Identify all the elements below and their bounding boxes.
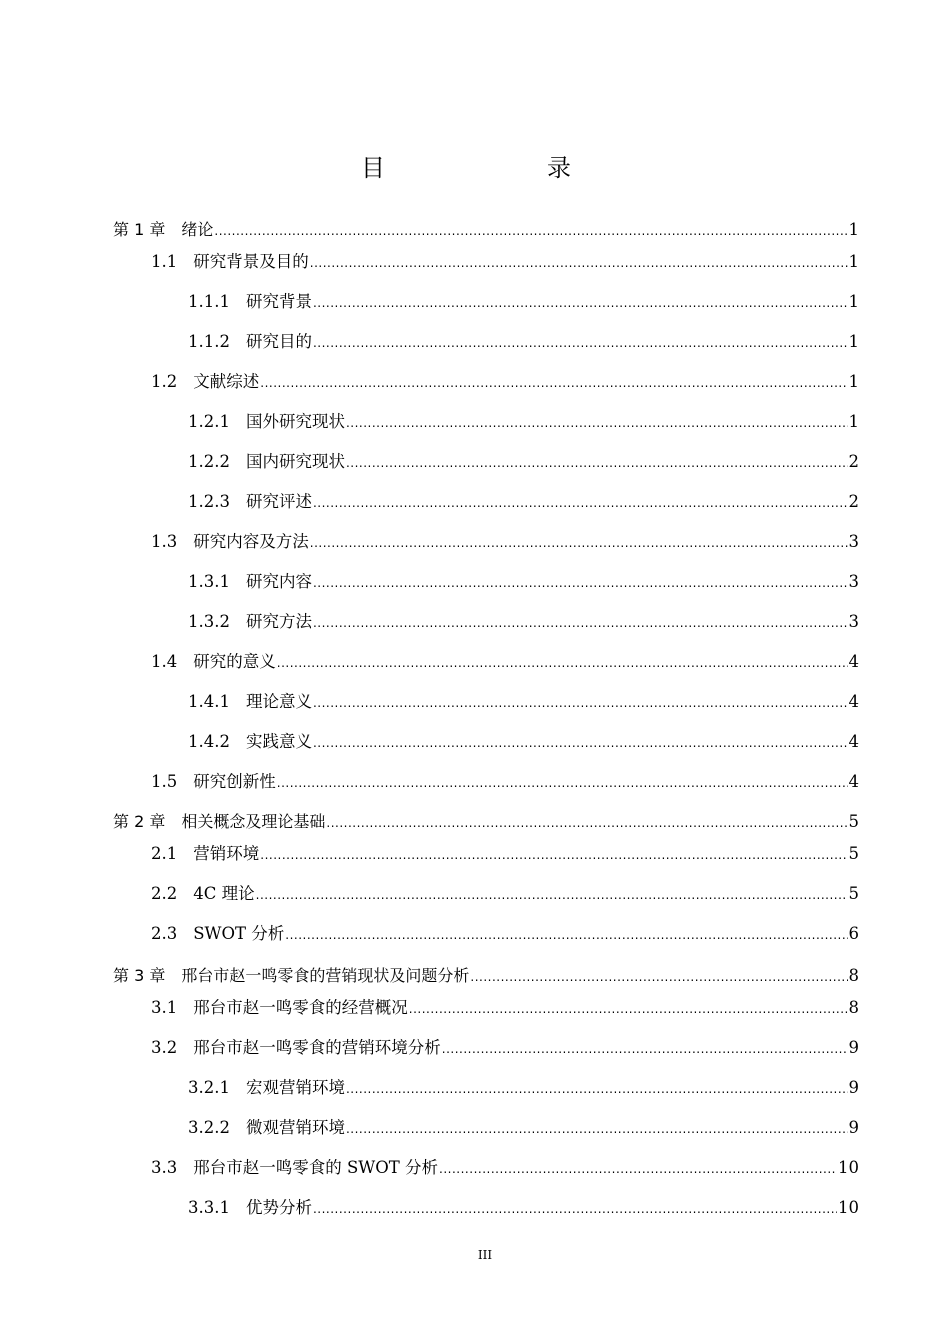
dot-leader <box>277 652 848 674</box>
toc-entry-title: 宏观营销环境 <box>245 1078 345 1097</box>
dot-leader <box>439 1158 837 1180</box>
dot-leader <box>310 252 848 274</box>
toc-entry-page: 4 <box>848 732 859 751</box>
toc-entry-number: 3.2.1 <box>188 1078 230 1097</box>
toc-entry-page: 1 <box>848 292 859 311</box>
toc-entry-title: 邢台市赵一鸣零食的经营概况 <box>193 998 408 1017</box>
toc-entry-page: 5 <box>848 884 859 903</box>
toc-entry-title: 4C 理论 <box>193 884 255 903</box>
toc-entry-page: 9 <box>848 1118 859 1137</box>
toc-entry-title: 研究创新性 <box>193 772 276 791</box>
toc-entry-page: 1 <box>848 332 859 351</box>
toc-entry-number: 3.2 <box>151 1038 178 1057</box>
toc-entry-number: 1.3.2 <box>188 612 230 631</box>
toc-entry-page: 4 <box>848 772 859 791</box>
toc-entry-number: 2.3 <box>151 924 178 943</box>
toc-entry-page: 9 <box>848 1038 859 1057</box>
toc-entry-title: 国外研究现状 <box>245 412 345 431</box>
toc-entry[interactable] <box>151 1037 859 1060</box>
toc-entry-page: 1 <box>848 252 859 271</box>
toc-entry[interactable] <box>151 251 859 274</box>
toc-entry-title: 研究方法 <box>245 612 312 631</box>
toc-entry[interactable] <box>113 219 859 242</box>
toc-entry-title: 微观营销环境 <box>245 1118 345 1137</box>
toc-entry-number: 1.3.1 <box>188 572 230 591</box>
toc-entry-page: 2 <box>848 492 859 511</box>
toc-entry-number: 1.5 <box>151 772 178 791</box>
dot-leader <box>313 732 848 754</box>
toc-entry-title: 营销环境 <box>193 844 260 863</box>
toc-entry-number: 3.3 <box>151 1158 178 1177</box>
toc-entry-number: 3.1 <box>151 998 178 1017</box>
toc-entry[interactable] <box>151 883 859 906</box>
toc-entry-title: 研究目的 <box>245 332 312 351</box>
toc-entry-page: 5 <box>848 812 859 831</box>
toc-entry-page: 1 <box>848 220 859 239</box>
dot-leader <box>409 998 848 1020</box>
toc-entry[interactable] <box>151 997 859 1020</box>
dot-leader <box>326 812 847 834</box>
toc-entry-title: 邢台市赵一鸣零食的营销环境分析 <box>193 1038 441 1057</box>
toc-entry-page: 9 <box>848 1078 859 1097</box>
toc-entry-page: 3 <box>848 612 859 631</box>
toc-entry[interactable] <box>188 731 859 754</box>
toc-entry[interactable] <box>188 571 859 594</box>
toc-entry-number: 1.2.2 <box>188 452 230 471</box>
toc-entry-page: 1 <box>848 372 859 391</box>
dot-leader <box>260 372 847 394</box>
toc-entry-title: 研究内容及方法 <box>193 532 309 551</box>
toc-entry[interactable] <box>151 923 859 946</box>
dot-leader <box>346 1078 848 1100</box>
dot-leader <box>310 532 848 554</box>
dot-leader <box>260 844 847 866</box>
toc-entry-page: 8 <box>848 966 859 985</box>
toc-entry-page: 2 <box>848 452 859 471</box>
toc-entry-number: 1.1 <box>151 252 178 271</box>
toc-entry-title: 邢台市赵一鸣零食的 SWOT 分析 <box>193 1158 439 1177</box>
toc-entry-number: 1.2.3 <box>188 492 230 511</box>
toc-entry-title: 研究背景及目的 <box>193 252 309 271</box>
page-number-footer: III <box>477 1248 493 1262</box>
dot-leader <box>313 572 848 594</box>
toc-entry-page: 10 <box>838 1198 859 1217</box>
dot-leader <box>313 332 848 354</box>
dot-leader <box>442 1038 848 1060</box>
toc-entry-title: 实践意义 <box>245 732 312 751</box>
toc-entry[interactable] <box>151 371 859 394</box>
toc-entry-number: 1.4.2 <box>188 732 230 751</box>
toc-entry[interactable] <box>188 611 859 634</box>
toc-entry-number: 3.2.2 <box>188 1118 230 1137</box>
toc-entry-number: 3.3.1 <box>188 1198 230 1217</box>
dot-leader <box>346 412 848 434</box>
toc-entry-number: 1.2.1 <box>188 412 230 431</box>
toc-entry-page: 10 <box>838 1158 859 1177</box>
toc-entry-number: 1.1.2 <box>188 332 230 351</box>
toc-entry[interactable] <box>188 1197 859 1220</box>
toc-entry[interactable] <box>188 331 859 354</box>
toc-entry-title: 绪论 <box>181 220 214 239</box>
toc-entry-number: 1.3 <box>151 532 178 551</box>
toc-entry-title: 理论意义 <box>245 692 312 711</box>
toc-entry-number: 1.4 <box>151 652 178 671</box>
toc-entry[interactable] <box>151 1157 859 1180</box>
toc-entry-page: 4 <box>848 652 859 671</box>
toc-entry-number: 1.2 <box>151 372 178 391</box>
toc-entry-page: 4 <box>848 692 859 711</box>
toc-entry[interactable] <box>188 1077 859 1100</box>
dot-leader <box>313 492 848 514</box>
toc-entry-page: 5 <box>848 844 859 863</box>
toc-entry[interactable] <box>188 411 859 434</box>
toc-entry-title: 国内研究现状 <box>245 452 345 471</box>
dot-leader <box>313 1198 837 1220</box>
toc-entry-number: 1.4.1 <box>188 692 230 711</box>
toc-entry[interactable] <box>151 771 859 794</box>
toc-entry-title: 文献综述 <box>193 372 260 391</box>
toc-entry-number: 第 1 章 <box>113 220 166 239</box>
toc-entry[interactable] <box>188 291 859 314</box>
dot-leader <box>277 772 848 794</box>
dot-leader <box>214 220 847 242</box>
dot-leader <box>470 966 847 988</box>
toc-entry[interactable] <box>151 651 859 674</box>
toc-entry[interactable] <box>113 811 859 834</box>
toc-entry-number: 第 3 章 <box>113 966 166 985</box>
toc-entry-page: 3 <box>848 532 859 551</box>
toc-entry[interactable] <box>151 531 859 554</box>
toc-entry[interactable] <box>188 451 859 474</box>
toc-entry[interactable] <box>188 491 859 514</box>
dot-leader <box>256 884 848 906</box>
toc-entry-title: 研究的意义 <box>193 652 276 671</box>
dot-leader <box>346 1118 848 1140</box>
toc-entry-title: 研究背景 <box>245 292 312 311</box>
toc-entry[interactable] <box>113 965 859 988</box>
toc-entry-title: SWOT 分析 <box>193 924 285 943</box>
toc-entry-number: 2.2 <box>151 884 178 903</box>
toc-entry-page: 8 <box>848 998 859 1017</box>
dot-leader <box>313 292 848 314</box>
toc-entry-title: 相关概念及理论基础 <box>181 812 326 831</box>
dot-leader <box>313 612 848 634</box>
toc-entry[interactable] <box>188 691 859 714</box>
toc-entry-number: 2.1 <box>151 844 178 863</box>
dot-leader <box>285 924 847 946</box>
toc-entry-title: 邢台市赵一鸣零食的营销现状及问题分析 <box>181 966 470 985</box>
dot-leader <box>346 452 848 474</box>
page-title: 目 录 <box>361 154 609 182</box>
toc-entry-title: 研究内容 <box>245 572 312 591</box>
toc-entry-page: 6 <box>848 924 859 943</box>
dot-leader <box>313 692 848 714</box>
toc-entry-title: 优势分析 <box>245 1198 312 1217</box>
toc-entry[interactable] <box>151 843 859 866</box>
toc-entry-number: 1.1.1 <box>188 292 230 311</box>
toc-entry[interactable] <box>188 1117 859 1140</box>
toc-entry-title: 研究评述 <box>245 492 312 511</box>
toc-entry-number: 第 2 章 <box>113 812 166 831</box>
toc-entry-page: 1 <box>848 412 859 431</box>
toc-entry-page: 3 <box>848 572 859 591</box>
